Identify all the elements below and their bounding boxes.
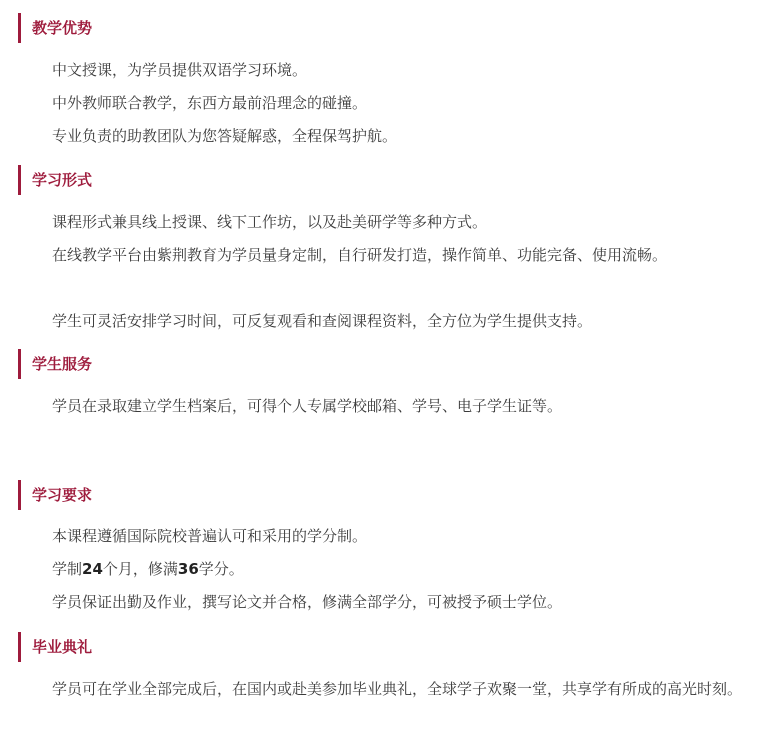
paragraph-duration [52,553,742,586]
paragraph: 学员可在学业全部完成后，在国内或赴美参加毕业典礼，全球学子欢聚一堂，共享学有所成的高光时刻。 [52,680,743,698]
paragraph: 中外教师联合教学，东西方最前沿理念的碰撞。 [52,94,368,112]
paragraph: 中文授课，为学员提供双语学习环境。 [52,61,308,79]
paragraph: 学生可灵活安排学习时间，可反复观看和查阅课程资料，全方位为学生提供支持。 [52,312,593,330]
section-heading-learning-format: 学习形式 [18,165,92,195]
paragraph: 课程形式兼具线上授课、线下工作坊，以及赴美研学等多种方式。 [52,213,488,231]
section-heading-teaching-advantages: 教学优势 [18,13,92,43]
section-heading-student-services: 学生服务 [18,349,92,379]
section-heading-study-requirements: 学习要求 [18,480,92,510]
paragraph: 学员保证出勤及作业，撰写论文并合格，修满全部学分，可被授予硕士学位。 [52,593,563,611]
paragraph: 专业负责的助教团队为您答疑解惑，全程保驾护航。 [52,127,398,145]
section-heading-graduation-ceremony: 毕业典礼 [18,632,92,662]
paragraph: 学员在录取建立学生档案后，可得个人专属学校邮箱、学号、电子学生证等。 [52,397,563,415]
duration-prefix: 学制 [52,560,83,578]
duration-middle: 个月，修满 [102,560,178,578]
duration-suffix: 学分。 [198,560,244,578]
paragraph: 在线教学平台由紫荆教育为学员量身定制，自行研发打造，操作简单、功能完备、使用流畅。 [52,246,668,264]
duration-credits: 36 [177,560,199,578]
duration-months: 24 [82,560,103,578]
paragraph: 本课程遵循国际院校普遍认可和采用的学分制。 [52,527,368,545]
